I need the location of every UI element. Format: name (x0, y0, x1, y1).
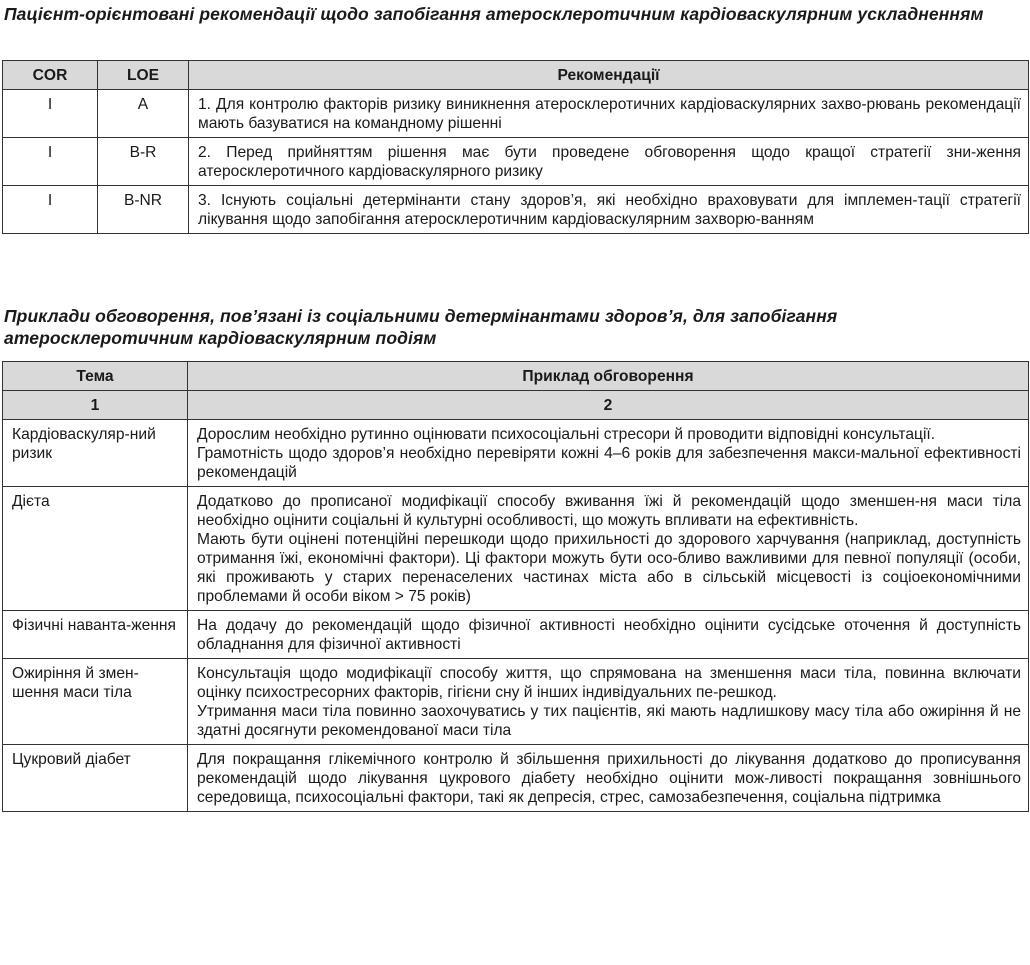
example-paragraph: Мають бути оцінені потенційні перешкоди щодо прихильності до здорового харчування (наприклад, доступність отримання їжі, економічні фактори). Ці фактори можуть бути осо-бливо важливими для певної популяції (особи, які проживають у старих перенаселених частинах міста або в сільській місцевості із соціоекономічними проблемами й особи віком > 75 років) (197, 531, 1021, 605)
discussion-examples-table (2, 361, 1029, 812)
table-header-row (3, 362, 1029, 391)
example-paragraph: Грамотність щодо здоров’я необхідно перевіряти кожні 4–6 років для забезпечення макси-мальної ефективності рекомендацій (197, 445, 1021, 481)
loe-cell: B-R (98, 138, 189, 186)
table-row (3, 487, 1029, 611)
loe-header: LOE (98, 61, 189, 90)
example-paragraph: Дорослим необхідно рутинно оцінювати психосоціальні стресори й проводити відповідні консультації. (197, 426, 936, 443)
topic-cell: Дієта (3, 487, 188, 611)
example-paragraph: Консультація щодо модифікації способу життя, що спрямована на зменшення маси тіла, повинна включати оцінку психостресорних факторів, гігієни сну й інших індивідуальних пе-решкод. (197, 665, 1021, 701)
loe-cell: A (98, 90, 189, 138)
recommendations-table (2, 60, 1029, 234)
table-row (3, 90, 1029, 138)
section2-title: Приклади обговорення, пов’язані із соціальними детермінантами здоров’я, для запобігання атеросклеротичним кардіоваскулярним подіям (4, 306, 838, 348)
table-row (3, 420, 1029, 487)
cor-header: COR (3, 61, 98, 90)
example-paragraph: Утримання маси тіла повинно заохочуватись у тих пацієнтів, які мають надлишкову масу тіла або ожиріння й не здатні досягнути рекомендованої маси тіла (197, 703, 1021, 739)
loe-cell: B-NR (98, 186, 189, 234)
recommendations-header: Рекомендації (189, 61, 1029, 90)
topic-header: Тема (3, 362, 188, 391)
topic-cell: Ожиріння й змен-шення маси тіла (3, 659, 188, 745)
topic-cell: Цукровий діабет (3, 745, 188, 812)
topic-cell: Кардіоваскуляр-ний ризик (3, 420, 188, 487)
table-row (3, 745, 1029, 812)
section1-title: Пацієнт-орієнтовані рекомендації щодо запобігання атеросклеротичним кардіоваскулярним ускладненням (4, 4, 984, 24)
example-cell (188, 487, 1029, 611)
table-header-row (3, 61, 1029, 90)
example-header: Приклад обговорення (188, 362, 1029, 391)
column-number-1: 1 (3, 391, 188, 420)
cor-cell: I (3, 138, 98, 186)
table-row (3, 611, 1029, 659)
table-row (3, 186, 1029, 234)
cor-cell: I (3, 186, 98, 234)
topic-cell: Фізичні наванта-ження (3, 611, 188, 659)
example-cell (188, 745, 1029, 812)
recommendation-cell: 2. Перед прийняттям рішення має бути проведене обговорення щодо кращої стратегії зни-ження атеросклеротичного кардіоваскулярного ризику (189, 138, 1029, 186)
example-paragraph: На додачу до рекомендацій щодо фізичної активності необхідно оцінити сусідське оточення й доступність обладнання для фізичної активності (197, 617, 1021, 653)
example-paragraph: Для покращання глікемічного контролю й збільшення прихильності до лікування додатково до прописування рекомендацій щодо лікування цукрового діабету необхідно оцінити мож-ливості покращання зовнішнього середовища, психосоціальні фактори, такі як депресія, стрес, самозабезпечення, соціальна підтримка (197, 751, 1021, 806)
recommendation-cell: 3. Існують соціальні детермінанти стану здоров’я, які необхідно враховувати для імплемен-тації стратегії лікування щодо запобігання атеросклеротичним кардіоваскулярним захворю-ванням (189, 186, 1029, 234)
example-cell (188, 611, 1029, 659)
column-number-row (3, 391, 1029, 420)
table-row (3, 138, 1029, 186)
table-row (3, 659, 1029, 745)
recommendation-cell: 1. Для контролю факторів ризику виникнення атеросклеротичних кардіоваскулярних захво-рювань рекомендації мають базуватися на командному рішенні (189, 90, 1029, 138)
example-paragraph: Додатково до прописаної модифікації способу вживання їжі й рекомендацій щодо зменшен-ня маси тіла необхідно оцінити соціальні й культурні особливості, що можуть впливати на ефективність. (197, 493, 1021, 529)
cor-cell: I (3, 90, 98, 138)
column-number-2: 2 (188, 391, 1029, 420)
example-cell (188, 659, 1029, 745)
example-cell (188, 420, 1029, 487)
